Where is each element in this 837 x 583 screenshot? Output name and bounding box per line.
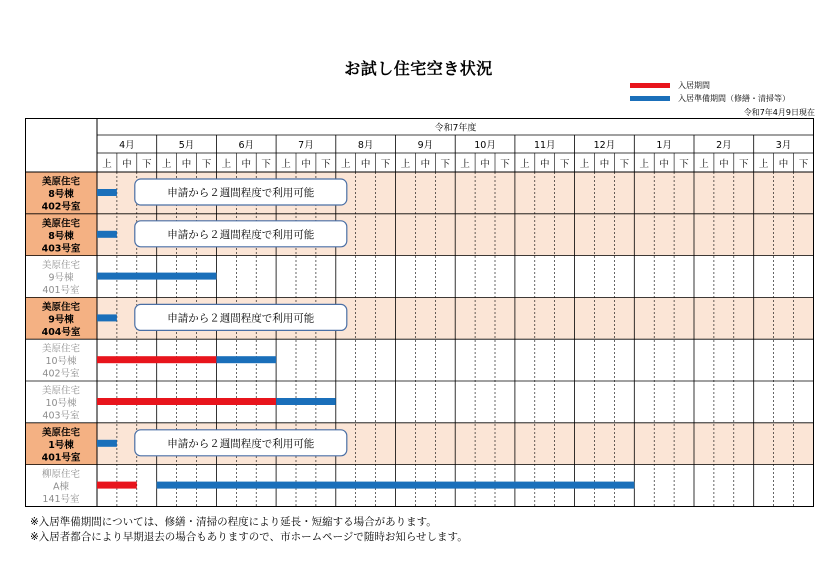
row-label: 1号棟 <box>48 439 74 451</box>
third-header: 上 <box>102 159 112 170</box>
row-label: 401号室 <box>42 285 80 297</box>
third-header: 上 <box>281 159 291 170</box>
callout-text: 申請から２週間程度で利用可能 <box>167 312 315 325</box>
availability-table <box>25 118 814 507</box>
row-label: 404号室 <box>41 326 81 338</box>
row-label: 9号棟 <box>48 314 74 326</box>
preparation-bar <box>276 398 336 405</box>
row-label: 美原住宅 <box>41 176 81 188</box>
third-header: 上 <box>579 159 590 170</box>
row-label: 美原住宅 <box>41 218 81 230</box>
third-header: 中 <box>122 159 132 170</box>
month-header: 6月 <box>238 140 255 151</box>
callout-text: 申請から２週間程度で利用可能 <box>167 437 315 450</box>
third-header: 上 <box>639 159 650 170</box>
row-label: 10号棟 <box>45 356 77 368</box>
row-label: 403号室 <box>41 243 81 255</box>
third-header: 下 <box>738 159 749 170</box>
third-header: 下 <box>679 159 689 170</box>
row-label: 402号室 <box>41 201 81 213</box>
note-early-leave: ※入居者都合により早期退去の場合もありますので、市ホームページで随時お知らせします。 <box>30 531 468 543</box>
preparation-bar <box>97 314 117 321</box>
callout-text: 申請から２週間程度で利用可能 <box>167 228 315 241</box>
row-label: 403号室 <box>42 410 80 422</box>
row-label: 美原住宅 <box>41 385 81 397</box>
third-header: 中 <box>778 159 789 170</box>
row-label: 141号室 <box>42 494 80 506</box>
third-header: 下 <box>201 159 212 170</box>
third-header: 上 <box>699 159 709 170</box>
month-header: 2月 <box>716 140 732 151</box>
row-label: 美原住宅 <box>41 427 81 439</box>
preparation-bar <box>157 482 635 489</box>
third-header: 上 <box>340 159 351 170</box>
row-label: 8号棟 <box>48 189 74 200</box>
third-header: 下 <box>380 159 391 170</box>
month-header: 9月 <box>417 140 434 151</box>
third-header: 下 <box>619 159 630 170</box>
third-header: 下 <box>798 159 809 170</box>
row-label: A棟 <box>53 481 69 493</box>
row-label: 柳原住宅 <box>41 469 81 481</box>
third-header: 下 <box>261 159 271 170</box>
month-header: 1月 <box>656 140 672 151</box>
third-header: 中 <box>480 159 490 170</box>
preparation-bar <box>97 440 117 447</box>
third-header: 下 <box>559 159 570 170</box>
occupied-bar <box>97 398 276 405</box>
month-header: 8月 <box>357 140 374 151</box>
third-header: 上 <box>460 159 470 170</box>
third-header: 上 <box>758 159 769 170</box>
month-header: 11月 <box>533 140 556 151</box>
third-header: 中 <box>181 159 192 170</box>
third-header: 中 <box>360 159 371 170</box>
third-header: 下 <box>141 159 152 170</box>
third-header: 上 <box>400 159 411 170</box>
note-prep-period: ※入居準備期間については、修繕・清掃の程度により延長・短縮する場合があります。 <box>30 516 437 528</box>
callout-text: 申請から２週間程度で利用可能 <box>167 187 315 199</box>
occupied-bar <box>97 356 216 363</box>
third-header: 上 <box>161 159 172 170</box>
occupied-bar <box>97 482 137 489</box>
third-header: 中 <box>719 159 729 170</box>
third-header: 中 <box>301 159 311 170</box>
row-label: 401号室 <box>41 452 81 464</box>
availability-grid <box>25 118 814 507</box>
third-header: 中 <box>420 159 431 170</box>
third-header: 中 <box>659 159 669 170</box>
row-label: 美原住宅 <box>41 260 81 272</box>
third-header: 上 <box>520 159 530 170</box>
month-header: 7月 <box>298 140 314 151</box>
third-header: 下 <box>321 159 331 170</box>
row-label: 美原住宅 <box>41 343 81 355</box>
month-header: 10月 <box>474 140 496 151</box>
legend-swatch-preparing <box>630 96 670 101</box>
third-header: 下 <box>440 159 451 170</box>
fiscal-year-header: 令和7年度 <box>434 123 477 134</box>
month-header: 12月 <box>593 140 616 151</box>
row-label: 10号棟 <box>45 398 77 409</box>
as-of-date: 令和7年4月9日現在 <box>743 108 815 117</box>
legend-label-preparing: 入居準備期間（修繕・清掃等） <box>678 94 790 103</box>
third-header: 中 <box>599 159 610 170</box>
preparation-bar <box>216 356 276 363</box>
legend <box>630 80 820 104</box>
third-header: 上 <box>221 159 232 170</box>
third-header: 中 <box>539 159 550 170</box>
month-header: 3月 <box>775 140 792 151</box>
preparation-bar <box>97 231 117 238</box>
row-label: 8号棟 <box>48 230 74 242</box>
row-label: 9号棟 <box>48 272 74 284</box>
row-label: 402号室 <box>42 368 80 380</box>
row-label: 美原住宅 <box>41 301 81 313</box>
month-header: 4月 <box>119 140 135 151</box>
third-header: 中 <box>241 159 252 170</box>
third-header: 下 <box>500 159 510 170</box>
legend-label-occupied: 入居期間 <box>678 81 710 90</box>
page-title: お試し住宅空き状況 <box>344 59 493 78</box>
preparation-bar <box>97 189 117 196</box>
legend-swatch-occupied <box>630 83 670 88</box>
preparation-bar <box>97 273 216 280</box>
month-header: 5月 <box>178 140 195 151</box>
